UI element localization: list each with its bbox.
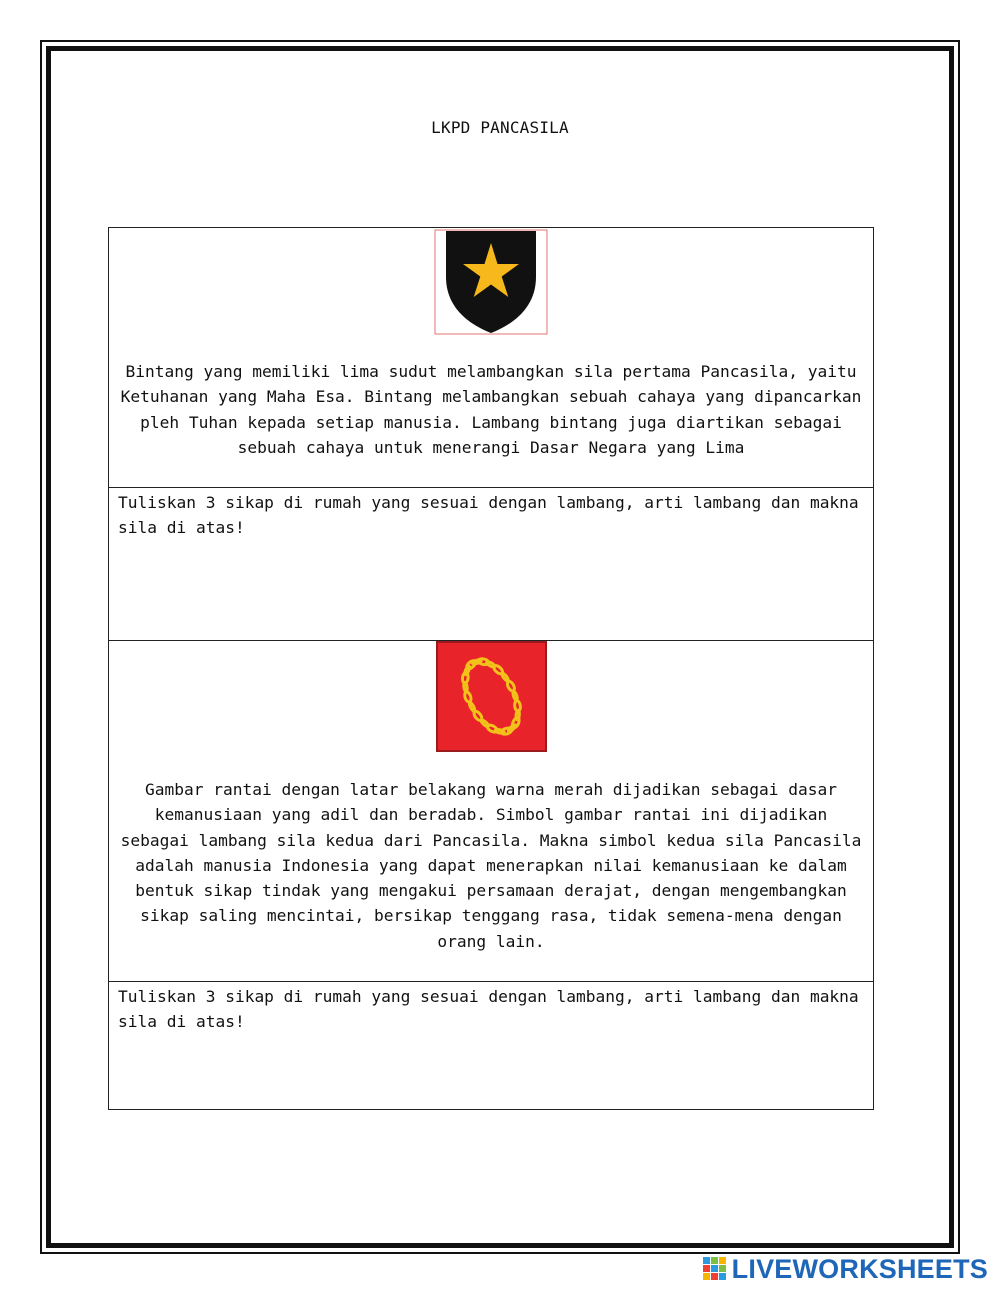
liveworksheets-logo-text: LIVEWORKSHEETS: [731, 1253, 988, 1284]
sila-1-answer-cell[interactable]: [109, 488, 873, 641]
liveworksheets-logo: [702, 1255, 988, 1283]
liveworksheets-logo-icon: [702, 1256, 728, 1282]
sila-2-answer-cell[interactable]: [109, 982, 873, 1109]
sila-2-description: Gambar rantai dengan latar belakang warna merah dijadikan sebagai dasar kemanusiaan yang adil dan beradab. Simbol gambar rantai ini dijadikan sebagai lambang sila kedua dari Pancasila. Makna simbol kedua sila Pancasila adalah manusia Indonesia yang dapat menerapkan nilai kemanusiaan ke dalam bentuk sikap tindak yang mengakui persamaan derajat, dengan mengembangkan sikap saling mencintai, bersikap tenggang rasa, tidak semena-mena dengan orang lain.: [120, 780, 862, 951]
sila-2-description-cell: [109, 641, 873, 982]
worksheet-table: [108, 227, 874, 1110]
page-title: LKPD PANCASILA: [431, 118, 569, 137]
sila-1-description-cell: [109, 228, 873, 488]
sila-2-prompt: Tuliskan 3 sikap di rumah yang sesuai dengan lambang, arti lambang dan makna sila di atas!: [118, 987, 859, 1032]
chain-icon: [436, 641, 547, 752]
sila-1-description: Bintang yang memiliki lima sudut melambangkan sila pertama Pancasila, yaitu Ketuhanan yang Maha Esa. Bintang melambangkan sebuah cahaya yang dipancarkan pleh Tuhan kepada setiap manusia. Lambang bintang juga diartikan sebagai sebuah cahaya untuk menerangi Dasar Negara yang Lima: [120, 362, 862, 457]
star-shield-icon: [434, 229, 548, 335]
sila-1-prompt: Tuliskan 3 sikap di rumah yang sesuai dengan lambang, arti lambang dan makna sila di atas!: [118, 493, 859, 538]
